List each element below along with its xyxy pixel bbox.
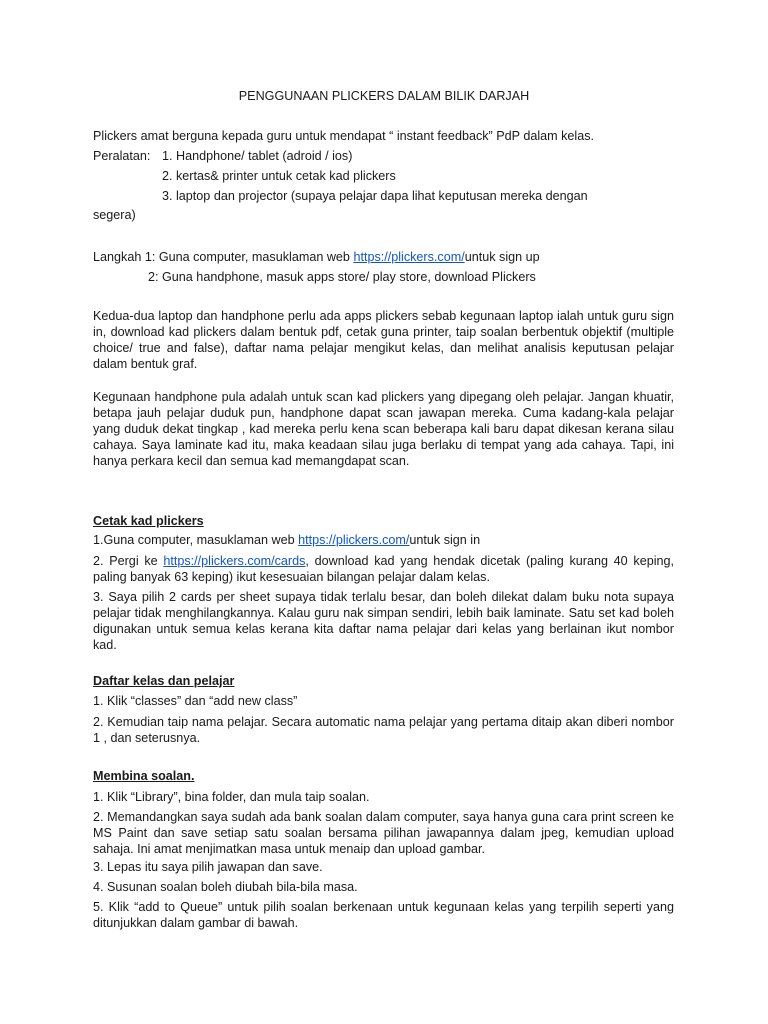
membina-step-4: 4. Susunan soalan boleh diubah bila-bila masa. bbox=[93, 880, 358, 894]
peralatan-item-2: 2. kertas& printer untuk cetak kad plickers bbox=[162, 169, 396, 183]
membina-step-5: 5. Klik “add to Queue” untuk pilih soalan berkenaan untuk kegunaan kelas yang terpilih seperti yang ditunjukkan dalam gambar di bawah. bbox=[93, 900, 674, 930]
peralatan-item-3: 3. laptop dan projector (supaya pelajar dapa lihat keputusan mereka dengan bbox=[162, 189, 588, 203]
section-heading-daftar: Daftar kelas dan pelajar bbox=[93, 674, 235, 688]
peralatan-label: Peralatan: bbox=[93, 149, 151, 163]
cetak-step-1-suffix: untuk sign in bbox=[409, 533, 481, 547]
cetak-step-3: 3. Saya pilih 2 cards per sheet supaya tidak terlalu besar, dan boleh dilekat dalam buku nota supaya pelajar tidak menghilangkannya. Kalau guru nak simpan sendiri, lebih baik laminate. Satu set kad boleh digunakan untuk semua kelas kerana kita daftar nama pelajar dari kelas yang berlainan ikut nombor kad. bbox=[93, 590, 674, 652]
membina-step-3: 3. Lepas itu saya pilih jawapan dan save. bbox=[93, 860, 323, 874]
membina-step-1: 1. Klik “Library”, bina folder, dan mula taip soalan. bbox=[93, 790, 370, 804]
membina-step-2: 2. Memandangkan saya sudah ada bank soalan dalam computer, saya hanya guna cara print screen ke MS Paint dan save setiap satu soalan bersama pilihan jawapannya dalam jpeg, kemudian upload sahaja. Ini amat menjimatkan masa untuk menaip dan upload gambar. bbox=[93, 810, 674, 856]
plickers-signin-link[interactable]: https://plickers.com/ bbox=[298, 533, 410, 547]
cetak-step-1-text: 1.Guna computer, masuklaman web bbox=[93, 533, 299, 547]
langkah-1-text: Langkah 1: Guna computer, masuklaman web bbox=[93, 250, 354, 264]
peralatan-item-1: 1. Handphone/ tablet (adroid / ios) bbox=[162, 149, 353, 163]
cetak-step-2 bbox=[93, 553, 674, 585]
intro-text: Plickers amat berguna kepada guru untuk mendapat “ instant feedback” PdP dalam kelas. bbox=[93, 129, 595, 143]
daftar-step-1: 1. Klik “classes” dan “add new class” bbox=[93, 694, 298, 708]
daftar-step-2: 2. Kemudian taip nama pelajar. Secara automatic nama pelajar yang pertama ditaip akan diberi nombor 1 , dan seterusnya. bbox=[93, 715, 674, 745]
langkah-1-suffix: untuk sign up bbox=[464, 250, 540, 264]
section-heading-cetak: Cetak kad plickers bbox=[93, 514, 204, 528]
peralatan-item-3-cont: segera) bbox=[93, 208, 136, 222]
section-heading-membina: Membina soalan. bbox=[93, 769, 195, 783]
paragraph-handphone-scan: Kegunaan handphone pula adalah untuk scan kad plickers yang dipegang oleh pelajar. Jangan khuatir, betapa jauh pelajar duduk pun, handphone dapat scan jawapan mereka. Cuma kadang-kala pelajar yang duduk dekat tingkap , kad mereka perlu kena scan beberapa kali baru dapat dikesan kerana silau cahaya. Saya laminate kad itu, maka keadaan silau juga berlaku di tempat yang ada cahaya. Tapi, ini hanya perkara kecil dan semua kad memangdapat scan. bbox=[93, 390, 674, 468]
cetak-step-2-text: 2. Pergi ke bbox=[93, 554, 164, 568]
cetak-step-2-suffix: , download kad yang hendak dicetak (paling kurang 40 keping, paling banyak 63 keping) ikut kesesuaian bilangan pelajar dalam kelas. bbox=[93, 554, 675, 584]
page-title: PENGGUNAAN PLICKERS DALAM BILIK DARJAH bbox=[238, 89, 530, 103]
paragraph-laptop-handphone: Kedua-dua laptop dan handphone perlu ada apps plickers sebab kegunaan laptop ialah untuk guru sign in, download kad plickers dalam bentuk pdf, cetak guna printer, taip soalan berbentuk objektif (multiple choice/ true and false), daftar nama pelajar mengikut kelas, dan melihat analisis keputusan pelajar dalam bentuk graf. bbox=[93, 309, 674, 371]
plickers-cards-link[interactable]: https://plickers.com/cards bbox=[163, 554, 306, 568]
langkah-2: 2: Guna handphone, masuk apps store/ play store, download Plickers bbox=[148, 270, 536, 284]
cetak-step-1 bbox=[93, 532, 480, 548]
plickers-signup-link[interactable]: https://plickers.com/ bbox=[353, 250, 465, 264]
langkah-1 bbox=[93, 249, 540, 265]
